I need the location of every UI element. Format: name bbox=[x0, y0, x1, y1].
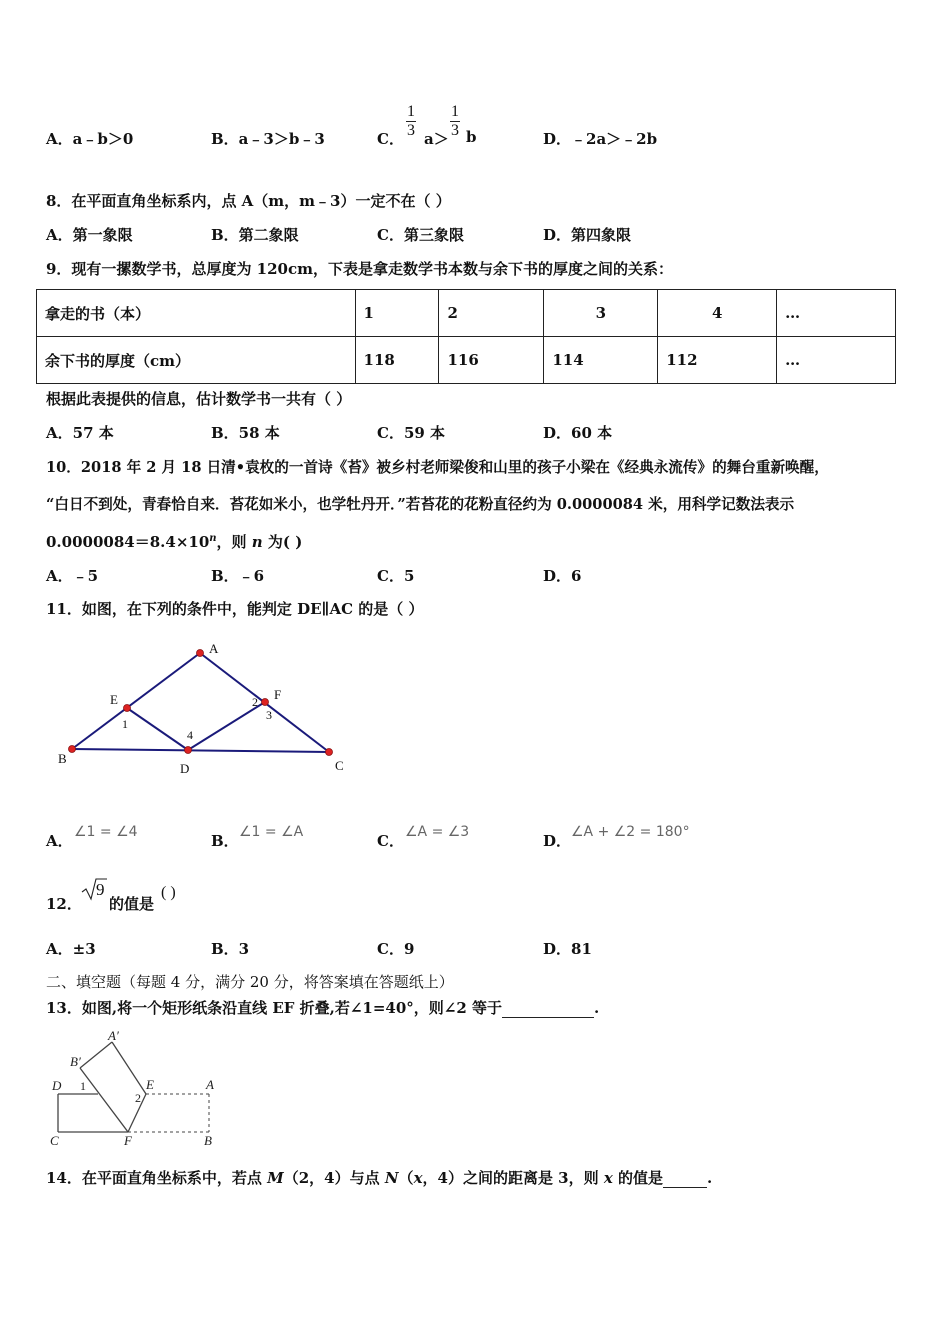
q11-option-b-label: B． bbox=[211, 832, 239, 850]
answer-blank bbox=[502, 999, 594, 1018]
q8-option-c: C．第三象限 bbox=[377, 226, 464, 244]
q14-stem bbox=[46, 1167, 712, 1188]
fraction-denominator: 3 bbox=[407, 122, 415, 139]
q10-line-3 bbox=[46, 531, 302, 552]
q11-triangle-figure bbox=[40, 635, 360, 780]
point-c bbox=[326, 749, 333, 756]
q11-option-d-expr: ∠A + ∠2 = 180° bbox=[571, 824, 690, 840]
q9-table bbox=[36, 289, 896, 384]
q13-text: 13．如图,将一个矩形纸条沿直线 EF 折叠,若∠1=40°，则∠2 等于 bbox=[46, 999, 503, 1017]
edge-a-prime-e bbox=[112, 1042, 146, 1094]
q11-option-c-expr: ∠A = ∠3 bbox=[405, 824, 470, 840]
q7-option-c-mid: a＞ bbox=[424, 130, 449, 148]
q7-option-b: B．a﹣3＞b﹣3 bbox=[211, 130, 325, 148]
label-e: E bbox=[146, 1077, 154, 1092]
q14-end: . bbox=[707, 1169, 713, 1187]
q13-stem bbox=[46, 997, 599, 1018]
q12-paren: ( ) bbox=[161, 884, 176, 901]
q12-option-b: B．3 bbox=[211, 940, 250, 958]
q10-line-2: “白日不到处，青春恰自来．苔花如米小，也学牡丹开．”若苔花的花粉直径约为 0.0000084 米，用科学记数法表示 bbox=[46, 496, 795, 513]
q12-option-c: C．9 bbox=[377, 940, 415, 958]
segment-ba bbox=[72, 653, 200, 749]
fraction-denominator: 3 bbox=[451, 122, 459, 139]
q12-stem: 的值是 bbox=[109, 895, 155, 913]
q12-radicand: 9 bbox=[96, 880, 105, 899]
q9-option-b: B．58 本 bbox=[211, 424, 280, 442]
q8-option-b: B．第二象限 bbox=[211, 226, 299, 244]
q14-text: （ bbox=[398, 1169, 414, 1187]
table-row bbox=[37, 337, 896, 384]
angle-label-1: 1 bbox=[122, 717, 128, 731]
table-cell: 112 bbox=[658, 337, 777, 384]
fraction-numerator: 1 bbox=[451, 103, 459, 120]
q13-folded-strip-figure bbox=[44, 1028, 224, 1153]
q14-variable-x: x bbox=[413, 1169, 423, 1187]
table-cell: 116 bbox=[439, 337, 544, 384]
table-row bbox=[37, 290, 896, 337]
q7-option-c-label: C． bbox=[377, 130, 404, 148]
label-a: A bbox=[206, 1077, 214, 1092]
section-heading: 二、填空题（每题 4 分，满分 20 分，将答案填在答题纸上） bbox=[46, 973, 454, 991]
q14-text: 的值是 bbox=[612, 1169, 664, 1187]
q9-stem: 9．现有一摞数学书，总厚度为 120cm，下表是拿走数学书本数与余下书的厚度之间的关系： bbox=[46, 260, 673, 278]
q11-option-c-label: C． bbox=[377, 832, 404, 850]
q8-stem: 8．在平面直角坐标系内，点 A（m，m﹣3）一定不在（ ） bbox=[46, 192, 451, 210]
label-d: D bbox=[52, 1078, 62, 1093]
angle-label-2: 2 bbox=[135, 1091, 141, 1105]
q11-option-d-label: D． bbox=[543, 832, 572, 850]
q14-point-m: M bbox=[267, 1169, 284, 1187]
q10-paren: 为( ) bbox=[262, 533, 303, 551]
q8-option-d: D．第四象限 bbox=[543, 226, 632, 244]
q9-option-d: D．60 本 bbox=[543, 424, 613, 442]
angle-label-2: 2 bbox=[252, 695, 258, 709]
q7-option-d: D．﹣2a＞﹣2b bbox=[543, 130, 658, 148]
point-f bbox=[262, 699, 269, 706]
q7-option-c-end: b bbox=[466, 128, 477, 146]
label-a: A bbox=[209, 641, 219, 656]
edge-a-prime-b-prime bbox=[80, 1042, 112, 1068]
table-cell: 3 bbox=[544, 290, 658, 337]
table-cell: 4 bbox=[658, 290, 777, 337]
label-d: D bbox=[180, 761, 190, 776]
q10-option-b: B．﹣6 bbox=[211, 567, 265, 585]
table-cell: 114 bbox=[544, 337, 658, 384]
q8-option-a: A．第一象限 bbox=[46, 226, 133, 244]
q9-followup: 根据此表提供的信息，估计数学书一共有（ ） bbox=[46, 390, 352, 408]
q11-option-a-label: A． bbox=[46, 832, 73, 850]
q14-point-n: N bbox=[384, 1169, 399, 1187]
label-b-prime: B′ bbox=[70, 1054, 81, 1069]
angle-label-4: 4 bbox=[187, 728, 193, 742]
q9-option-a: A．57 本 bbox=[46, 424, 114, 442]
q11-option-a-expr: ∠1 = ∠4 bbox=[74, 824, 138, 840]
label-f: F bbox=[274, 687, 282, 702]
q14-variable-x: x bbox=[603, 1169, 613, 1187]
q10-exponent: n bbox=[209, 533, 217, 544]
label-c: C bbox=[335, 758, 344, 773]
angle-label-3: 3 bbox=[266, 708, 272, 722]
q10-option-c: C．5 bbox=[377, 567, 415, 585]
q7-fraction-1 bbox=[406, 103, 416, 140]
label-b: B bbox=[204, 1133, 212, 1148]
q12-option-a: A．±3 bbox=[46, 940, 96, 958]
q7-option-a: A．a﹣b＞0 bbox=[46, 130, 134, 148]
edge-b-prime-f bbox=[80, 1068, 128, 1132]
q10-line-1: 10．2018 年 2 月 18 日清•袁枚的一首诗《苔》被乡村老师梁俊和山里的孩子小梁在《经典永流传》的舞台重新唤醒， bbox=[46, 459, 829, 476]
q14-text: ，4）之间的距离是 3，则 bbox=[422, 1169, 604, 1187]
table-cell: 1 bbox=[355, 290, 439, 337]
q14-text: 14．在平面直角坐标系中，若点 bbox=[46, 1169, 268, 1187]
table-cell: 余下书的厚度（cm） bbox=[37, 337, 356, 384]
q13-end: . bbox=[594, 999, 600, 1017]
segment-bc bbox=[72, 749, 329, 752]
label-c: C bbox=[50, 1133, 59, 1148]
q12-option-d: D．81 bbox=[543, 940, 592, 958]
label-b: B bbox=[58, 751, 67, 766]
point-e bbox=[124, 705, 131, 712]
table-cell: 118 bbox=[355, 337, 439, 384]
point-a bbox=[197, 650, 204, 657]
q10-option-a: A．﹣5 bbox=[46, 567, 99, 585]
q10-option-d: D．6 bbox=[543, 567, 582, 585]
segment-ed bbox=[127, 708, 188, 750]
q11-stem: 11．如图，在下列的条件中，能判定 DE∥AC 的是（ ） bbox=[46, 600, 424, 618]
table-cell: … bbox=[777, 290, 896, 337]
q11-option-b-expr: ∠1 = ∠A bbox=[239, 824, 304, 840]
table-cell: 拿走的书（本） bbox=[37, 290, 356, 337]
label-a-prime: A′ bbox=[108, 1028, 119, 1043]
answer-blank bbox=[663, 1169, 707, 1188]
q14-text: （2，4）与点 bbox=[283, 1169, 385, 1187]
segment-df bbox=[188, 702, 265, 750]
table-cell: 2 bbox=[439, 290, 544, 337]
table-cell: … bbox=[777, 337, 896, 384]
q10-sci-notation: 0.0000084＝8.4×10 bbox=[46, 533, 210, 551]
q9-option-c: C．59 本 bbox=[377, 424, 446, 442]
q7-fraction-2 bbox=[450, 103, 460, 140]
label-f: F bbox=[124, 1133, 132, 1148]
q12-number: 12． bbox=[46, 895, 82, 913]
q10-text: ，则 bbox=[216, 533, 252, 551]
q10-variable: n bbox=[251, 533, 263, 551]
fraction-numerator: 1 bbox=[407, 103, 415, 120]
point-d bbox=[185, 747, 192, 754]
point-b bbox=[69, 746, 76, 753]
angle-label-1: 1 bbox=[80, 1079, 86, 1093]
label-e: E bbox=[110, 692, 118, 707]
